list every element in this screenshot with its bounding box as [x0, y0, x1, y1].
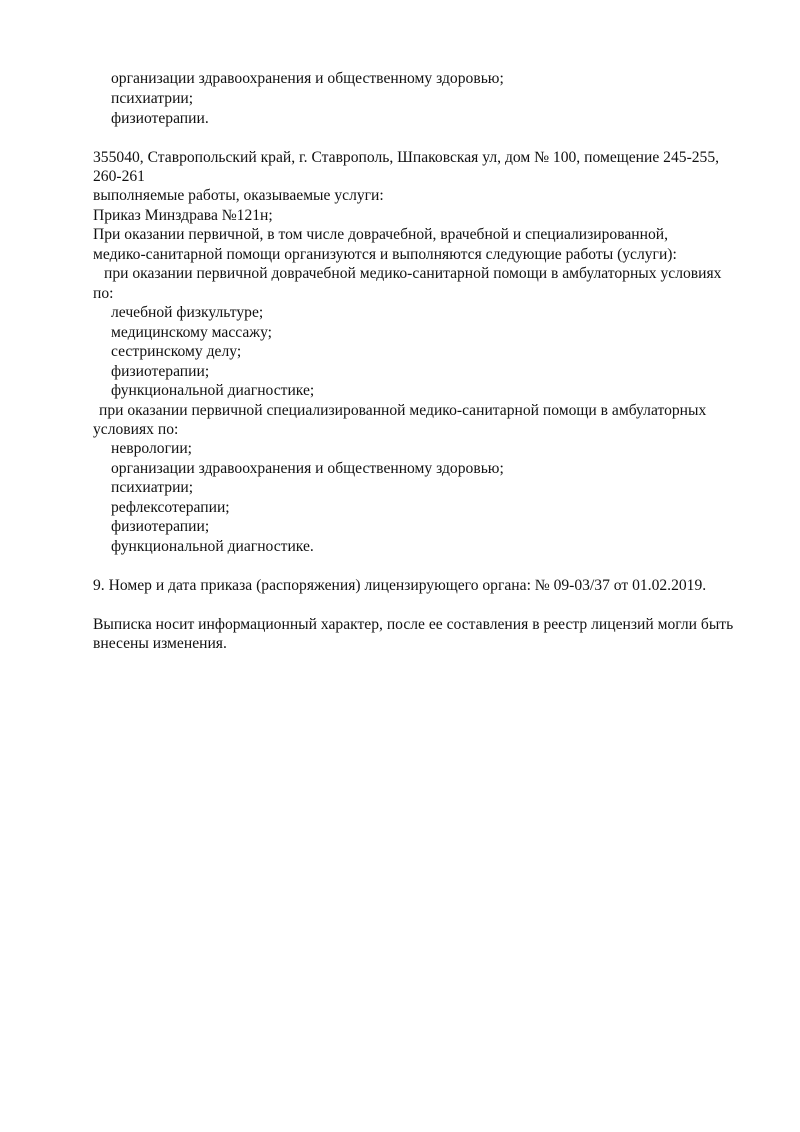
- specialized-header-line-2: условиях по:: [93, 421, 179, 438]
- top-list-item: физиотерапии.: [111, 110, 209, 127]
- specialized-item: неврологии;: [111, 440, 193, 457]
- prehospital-item: медицинскому массажу;: [111, 324, 273, 341]
- top-list-item: организации здравоохранения и общественному здоровью;: [111, 70, 504, 87]
- prehospital-header-line-2: по:: [93, 285, 114, 302]
- specialized-item: организации здравоохранения и общественному здоровью;: [111, 460, 504, 477]
- specialized-item: физиотерапии;: [111, 518, 210, 535]
- specialized-item: психиатрии;: [111, 479, 194, 496]
- specialized-item: рефлексотерапии;: [111, 499, 230, 516]
- prehospital-item: физиотерапии;: [111, 363, 210, 380]
- disclaimer-line-1: Выписка носит информационный характер, после ее составления в реестр лицензий могли быть: [93, 616, 734, 633]
- address-line-1: 355040, Ставропольский край, г. Ставрополь, Шпаковская ул, дом № 100, помещение 245-255,: [93, 149, 720, 166]
- prehospital-header-line-1: при оказании первичной доврачебной медико-санитарной помощи в амбулаторных условиях: [104, 265, 722, 282]
- provision-line-2: медико-санитарной помощи организуются и выполняются следующие работы (услуги):: [93, 246, 677, 263]
- prehospital-item: лечебной физкультуре;: [111, 304, 264, 321]
- provision-line-1: При оказании первичной, в том числе доврачебной, врачебной и специализированной,: [93, 226, 669, 243]
- prehospital-item: функциональной диагностике;: [111, 382, 315, 399]
- specialized-header-line-1: при оказании первичной специализированной медико-санитарной помощи в амбулаторных: [99, 402, 707, 419]
- works-intro: выполняемые работы, оказываемые услуги:: [93, 187, 384, 204]
- prehospital-item: сестринскому делу;: [111, 343, 242, 360]
- address-line-2: 260-261: [93, 168, 145, 185]
- order-reference: Приказ Минздрава №121н;: [93, 207, 273, 224]
- disclaimer-line-2: внесены изменения.: [93, 635, 227, 652]
- top-list-item: психиатрии;: [111, 90, 194, 107]
- specialized-item: функциональной диагностике.: [111, 538, 314, 555]
- order-number-date: 9. Номер и дата приказа (распоряжения) лицензирующего органа: № 09-03/37 от 01.02.2019.: [93, 577, 707, 594]
